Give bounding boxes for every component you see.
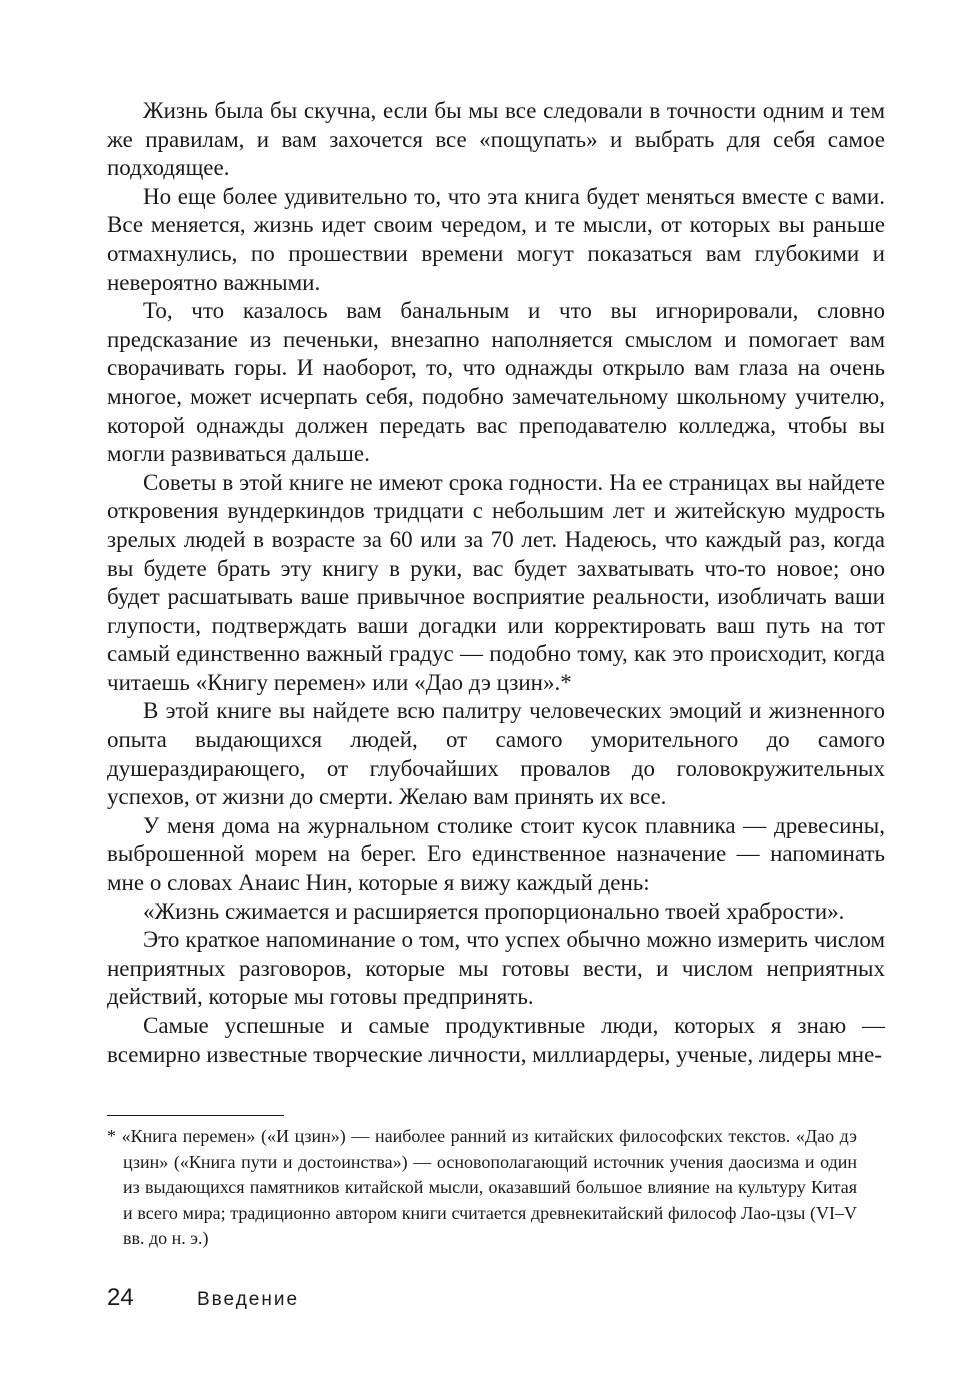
paragraph: Советы в этой книге не имеют срока годности. На ее страницах вы найдете откровения вундеркиндов тридцати с небольшим лет и житейскую мудрость зрелых людей в возрасте за 60 или за 70 лет. Надеюсь, что каждый раз, когда вы будете брать эту книгу в руки, вас будет захватывать что-то новое; оно будет расшатывать ваше привычное восприятие реальности, изобличать ваши глупости, подтверждать ваши догадки или корректировать ваш путь на тот самый единственно важный градус — подобно тому, как это происходит, когда читаешь «Книгу перемен» или «Дао дэ цзин».* bbox=[107, 469, 885, 695]
footnote bbox=[107, 1124, 857, 1252]
page-number: 24 bbox=[107, 1284, 134, 1311]
paragraph: То, что казалось вам банальным и что вы игнорировали, словно предсказание из печеньки, внезапно наполняется смыслом и помогает вам сворачивать горы. И наоборот, то, что однажды открыло вам глаза на очень многое, может исчерпать себя, подобно замечательному школьному учителю, которой однажды должен передать вас преподавателю колледжа, чтобы вы могли развиваться дальше. bbox=[107, 298, 885, 467]
page-footer bbox=[107, 1284, 299, 1312]
paragraph: Самые успешные и самые продуктивные люди, которых я знаю — всемирно известные творческие личности, миллиардеры, ученые, лидеры мне- bbox=[107, 1013, 885, 1067]
running-section-title: Введение bbox=[197, 1289, 300, 1310]
quote-paragraph: «Жизнь сжимается и расширяется пропорционально твоей храбрости». bbox=[143, 898, 845, 924]
paragraph: Но еще более удивительно то, что эта книга будет меняться вместе с вами. Все меняется, жизнь идет своим чередом, и те мысли, от которых вы раньше отмахнулись, по прошествии времени могут показаться вам глубокими и невероятно важными. bbox=[107, 183, 885, 295]
main-text bbox=[107, 97, 885, 1069]
footnote-divider bbox=[107, 1115, 284, 1116]
paragraph: В этой книге вы найдете всю палитру человеческих эмоций и жизненного опыта выдающихся людей, от самого уморительного до самого душераздирающего, от глубочайших провалов до головокружительных успехов, от жизни до смерти. Желаю вам принять их все. bbox=[107, 698, 885, 810]
paragraph: Жизнь была бы скучна, если бы мы все следовали в точности одним и тем же правилам, и вам захочется все «пощупать» и выбрать для себя самое подходящее. bbox=[107, 98, 885, 181]
footnote-text: * «Книга перемен» («И цзин») — наиболее ранний из китайских философских текстов. «Дао дэ цзин» («Книга пути и достоинства») — основополагающий источник учения даосизма и один из выдающихся памятников китайской мысли, оказавший большое влияние на культуру Китая и всего мира; традиционно автором книги считается древнекитайский философ Лао-цзы (VI–V вв. до н. э.) bbox=[107, 1126, 857, 1249]
paragraph: Это краткое напоминание о том, что успех обычно можно измерить числом неприятных разговоров, которые мы готовы вести, и числом неприятных действий, которые мы готовы предпринять. bbox=[107, 927, 885, 1010]
paragraph: У меня дома на журнальном столике стоит кусок плавника — древесины, выброшенной морем на берег. Его единственное назначение — напоминать мне о словах Анаис Нин, которые я вижу каждый день: bbox=[107, 812, 885, 896]
